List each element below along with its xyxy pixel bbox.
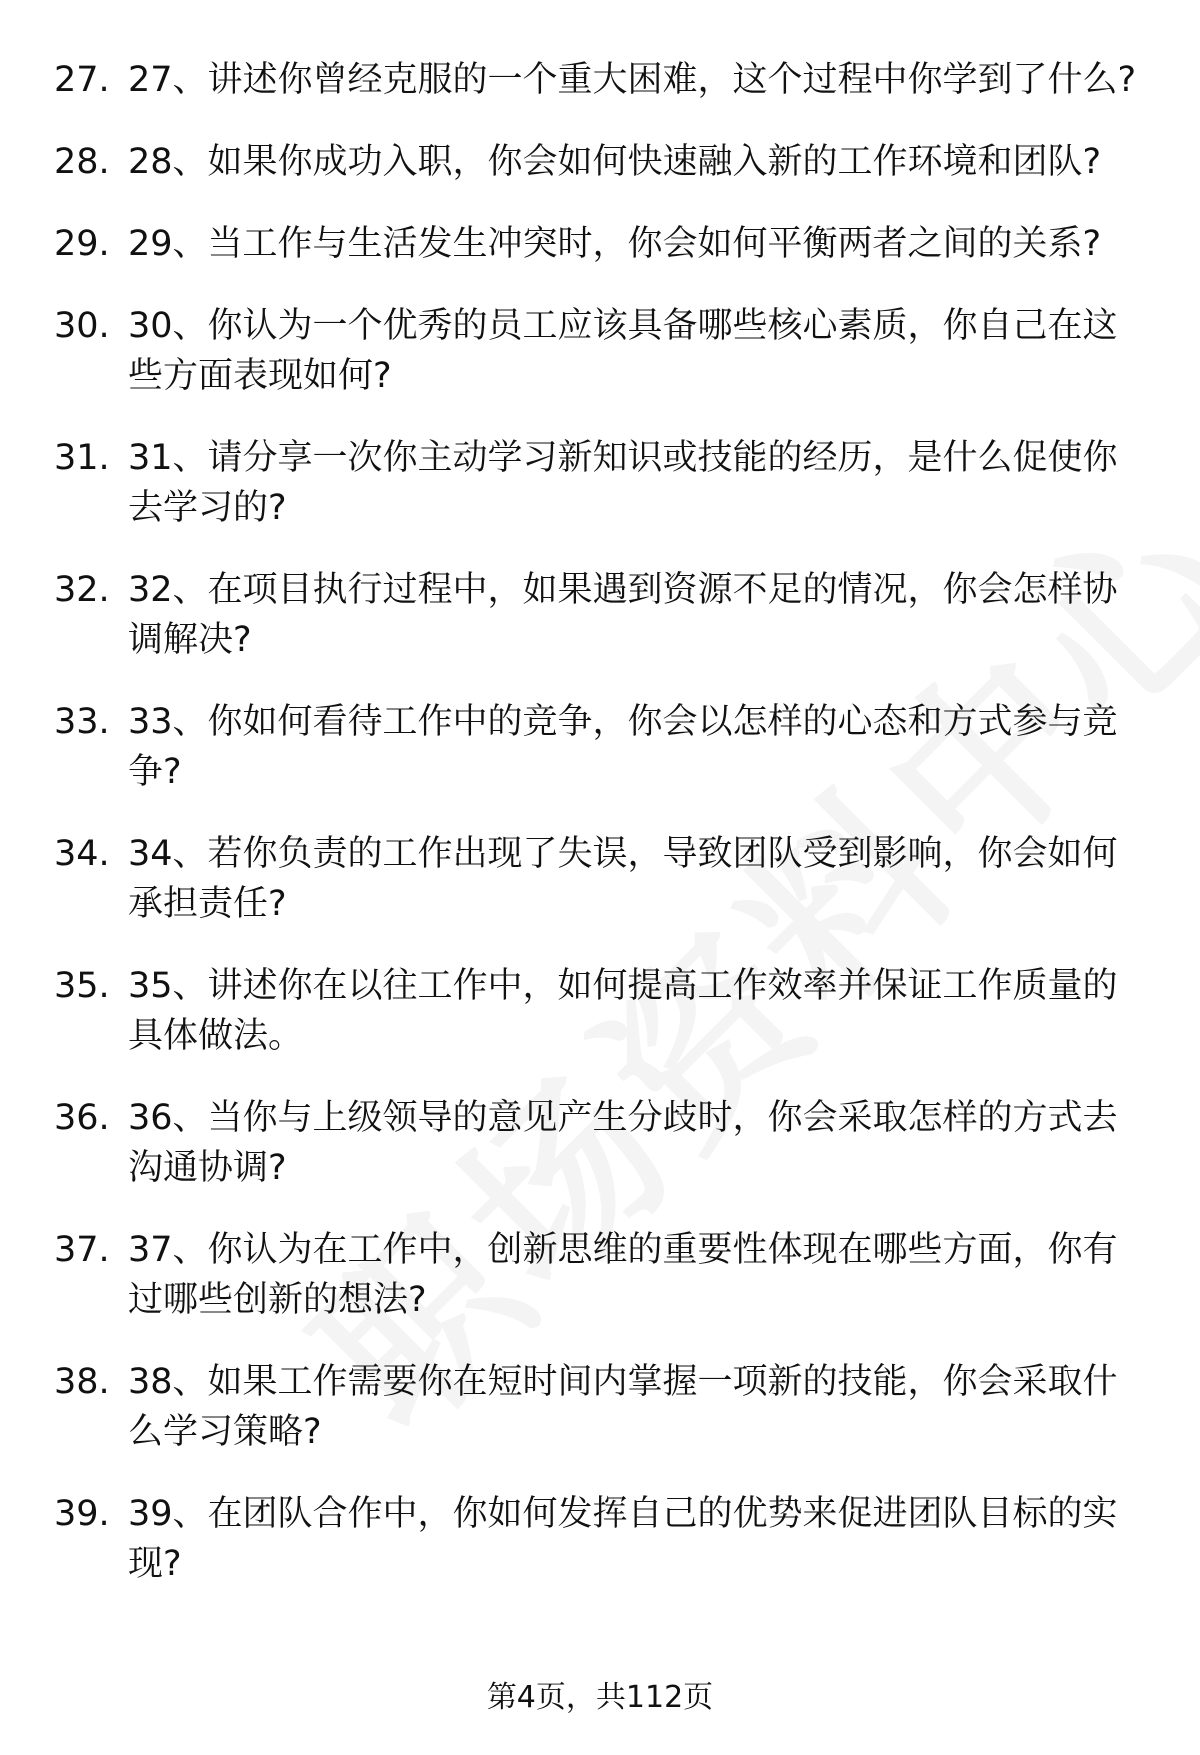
question-list	[0, 55, 1200, 1589]
question-text: 38、如果工作需要你在短时间内掌握一项新的技能，你会采取什么学习策略?	[128, 1362, 1118, 1452]
question-text: 34、若你负责的工作出现了失误，导致团队受到影响，你会如何承担责任?	[128, 834, 1118, 924]
question-text: 37、你认为在工作中，创新思维的重要性体现在哪些方面，你有过哪些创新的想法?	[128, 1230, 1118, 1320]
page-number-label: 第4页，共112页	[486, 1680, 714, 1715]
question-text: 27、讲述你曾经克服的一个重大困难，这个过程中你学到了什么?	[128, 60, 1137, 100]
question-number: 34.	[54, 834, 110, 874]
question-text: 33、你如何看待工作中的竞争，你会以怎样的心态和方式参与竞争?	[128, 702, 1118, 792]
question-number: 36.	[54, 1098, 110, 1138]
list-item	[0, 829, 1200, 929]
question-number: 27.	[54, 60, 110, 100]
question-number: 30.	[54, 306, 110, 346]
question-number: 29.	[54, 224, 110, 264]
list-item	[0, 137, 1200, 187]
question-number: 35.	[54, 966, 110, 1006]
question-text: 32、在项目执行过程中，如果遇到资源不足的情况，你会怎样协调解决?	[128, 570, 1118, 660]
question-text: 35、讲述你在以往工作中，如何提高工作效率并保证工作质量的具体做法。	[128, 966, 1118, 1056]
list-item	[0, 1357, 1200, 1457]
list-item	[0, 697, 1200, 797]
question-number: 39.	[54, 1494, 110, 1534]
list-item	[0, 565, 1200, 665]
list-item	[0, 55, 1200, 105]
list-item	[0, 219, 1200, 269]
question-text: 29、当工作与生活发生冲突时，你会如何平衡两者之间的关系?	[128, 224, 1102, 264]
question-number: 31.	[54, 438, 110, 478]
question-number: 37.	[54, 1230, 110, 1270]
list-item	[0, 1225, 1200, 1325]
question-number: 38.	[54, 1362, 110, 1402]
list-item	[0, 433, 1200, 533]
list-item	[0, 1093, 1200, 1193]
list-item	[0, 961, 1200, 1061]
question-number: 28.	[54, 142, 110, 182]
question-text: 31、请分享一次你主动学习新知识或技能的经历，是什么促使你去学习的?	[128, 438, 1118, 528]
question-text: 28、如果你成功入职，你会如何快速融入新的工作环境和团队?	[128, 142, 1102, 182]
question-text: 39、在团队合作中，你如何发挥自己的优势来促进团队目标的实现?	[128, 1494, 1118, 1584]
question-text: 30、你认为一个优秀的员工应该具备哪些核心素质，你自己在这些方面表现如何?	[128, 306, 1118, 396]
list-item	[0, 1489, 1200, 1589]
question-number: 32.	[54, 570, 110, 610]
question-number: 33.	[54, 702, 110, 742]
list-item	[0, 301, 1200, 401]
question-text: 36、当你与上级领导的意见产生分歧时，你会采取怎样的方式去沟通协调?	[128, 1098, 1118, 1188]
page-footer	[0, 1678, 1200, 1718]
